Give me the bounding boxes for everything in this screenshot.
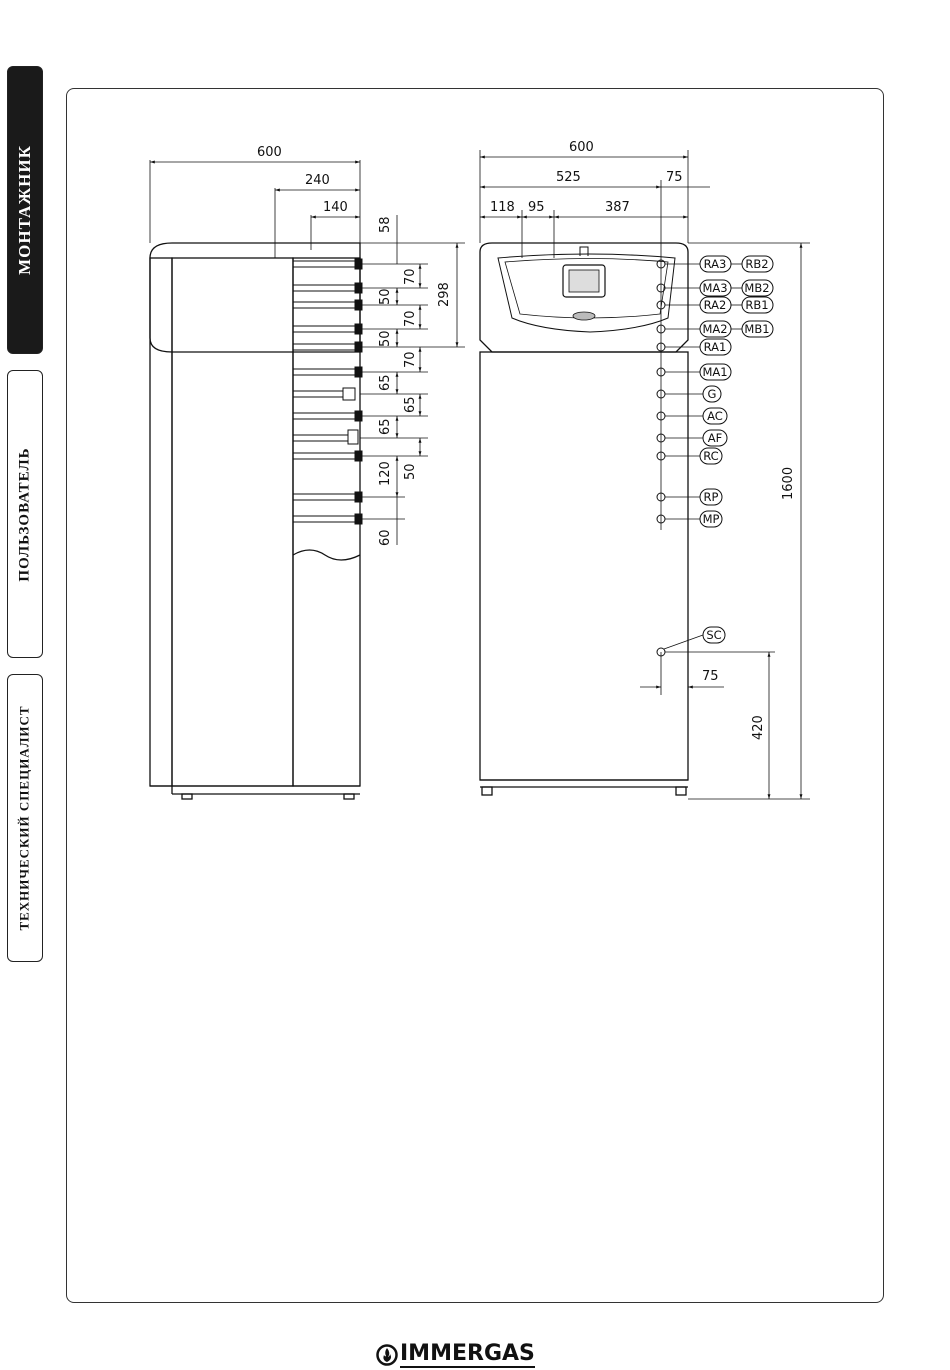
dim-front-75-top: 75 — [666, 170, 683, 185]
dim-side-140: 140 — [323, 200, 348, 215]
dim-v-298: 298 — [437, 282, 452, 307]
label-MB1: MB1 — [744, 322, 770, 336]
tab-installer-label: МОНТАЖНИК — [15, 145, 34, 275]
label-RP: RP — [703, 490, 719, 504]
dim-v-70b: 70 — [403, 310, 418, 327]
label-MP: MP — [702, 512, 720, 526]
dim-front-525: 525 — [556, 170, 581, 185]
connection-labels — [702, 257, 769, 642]
dim-v-60: 60 — [378, 529, 393, 546]
tab-technician-label: ТЕХНИЧЕСКИЙ СПЕЦИАЛИСТ — [17, 705, 32, 931]
dim-v-120: 120 — [378, 461, 393, 486]
label-RA3: RA3 — [703, 257, 727, 271]
label-MA2: MA2 — [702, 322, 728, 336]
label-RB2: RB2 — [745, 257, 769, 271]
dim-v-65c: 65 — [378, 418, 393, 435]
dim-front-387: 387 — [605, 200, 630, 215]
label-MA3: MA3 — [702, 281, 728, 295]
label-MB2: MB2 — [744, 281, 770, 295]
label-RB1: RB1 — [745, 298, 769, 312]
dim-v-70a: 70 — [403, 268, 418, 285]
tab-user-label: ПОЛЬЗОВАТЕЛЬ — [16, 446, 33, 582]
dim-v-70c: 70 — [403, 351, 418, 368]
label-MA1: MA1 — [702, 365, 728, 379]
immergas-logo — [376, 1340, 576, 1370]
dim-front-75-sc: 75 — [702, 669, 719, 684]
dim-v-65a: 65 — [378, 374, 393, 391]
dim-front-420: 420 — [751, 715, 766, 740]
dim-v-58: 58 — [378, 216, 393, 233]
dim-v-50a: 50 — [378, 288, 393, 305]
front-view — [480, 150, 810, 799]
label-RA1: RA1 — [703, 340, 727, 354]
dim-front-1600: 1600 — [781, 466, 796, 500]
flame-logo-icon — [376, 1344, 398, 1366]
label-AF: AF — [707, 431, 723, 445]
front-view-dimension-labels — [490, 140, 796, 740]
dim-v-50c: 50 — [403, 463, 418, 480]
dim-front-width: 600 — [569, 140, 594, 155]
label-RA2: RA2 — [703, 298, 727, 312]
dim-front-95: 95 — [528, 200, 545, 215]
brand-name: IMMERGAS — [400, 1341, 535, 1366]
label-G: G — [707, 387, 717, 401]
label-SC: SC — [706, 628, 722, 642]
dim-v-50b: 50 — [378, 330, 393, 347]
dim-side-240: 240 — [305, 173, 330, 188]
label-RC: RC — [703, 449, 719, 463]
label-AC: AC — [707, 409, 723, 423]
dim-front-118: 118 — [490, 200, 515, 215]
dim-side-width: 600 — [257, 145, 282, 160]
dim-v-65b: 65 — [403, 396, 418, 413]
